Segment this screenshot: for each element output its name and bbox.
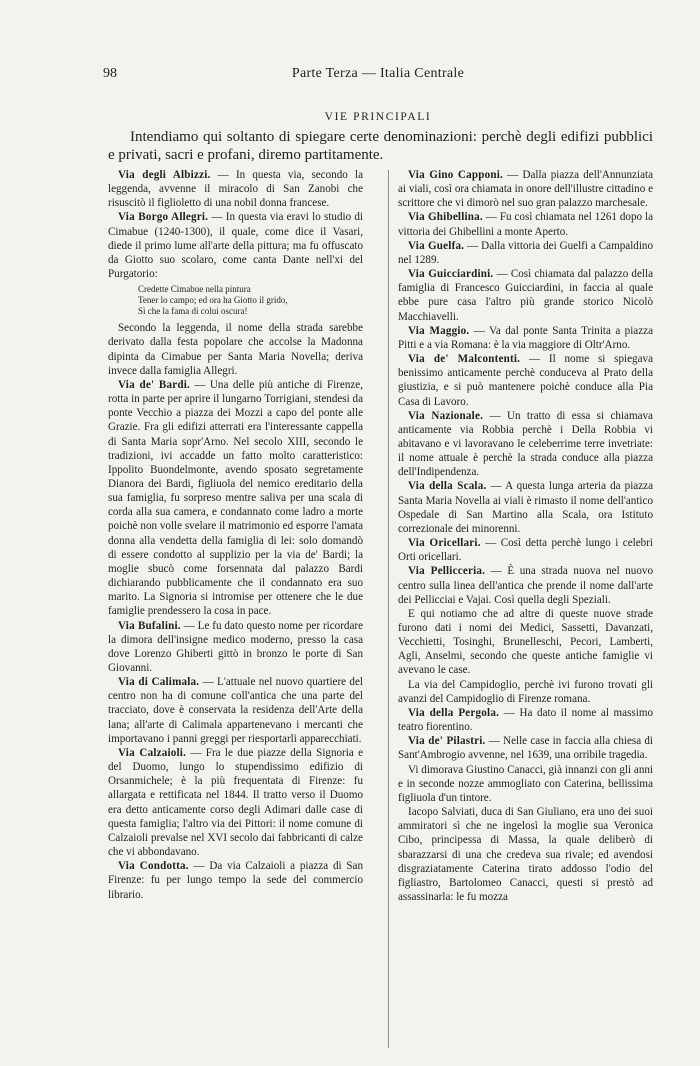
section-title: VIE PRINCIPALI: [324, 111, 432, 123]
entry-paragraph: [398, 168, 653, 210]
column-divider: [388, 170, 389, 1048]
entry-paragraph: [398, 805, 653, 904]
street-name: Via Gino Capponi.: [408, 169, 503, 181]
entry-paragraph: [398, 267, 653, 324]
entry-text: — Le fu dato questo nome per ricordare la dimora dell'insigne medico moderno, presso la casa dove Lorenzo Ghiberti gittò in bronzo le porte di San Giovanni.: [108, 619, 363, 674]
entry-text: — Dalla piazza dell'Annunziata ai viali, così ora chiamata in onore dell'illustre cittadino e scrittore che vi dimorò nel suo gran palazzo marchesale.: [398, 169, 653, 210]
verse-line: Credette Cimabue nella pintura: [138, 284, 251, 295]
street-name: Via Pellicceria.: [408, 565, 486, 578]
entry-paragraph: [398, 734, 653, 762]
entry-paragraph: [108, 210, 363, 281]
entry-paragraph: [398, 678, 653, 706]
entry-paragraph: [398, 239, 653, 267]
right-column: [398, 168, 653, 904]
entry-text: — Una delle più antiche di Firenze, rotta in parte per aprire il lungarno Torrigiani, stendesi da ponte Vecchio a piazza dei Mozzi a capo del ponte alle Grazie. Fra gli edifizi atterrati era l'interessante cappella di Santa Maria sopr'Arno. Nel secolo XIII, secondo le tradizioni, ivi accadde un fatto molto caratteristico: Ippolito Buondelmonte, avendo sposato segretamente Dianora dei Bardi, figliuola del nemico ereditario della sua famiglia, fu sorpreso mentre saliva per una scala di corda alla sua camera, e condannato come ladro a morte poichè non volle svelare il matrimonio ed esporre l'amata donna alla vendetta della famiglia di lei: solo domandò di essere condotto al supplizio per la via de' Bardi; la moglie sbucò come forsennata dal palazzo Bardi dichiarando pubblicamente che il condannato era suo marito. La Signoria si intromise per ottenere che le due famiglie prendessero la cosa in pace.: [108, 378, 363, 618]
entry-text: — Fu così chiamata nel 1261 dopo la vittoria dei Ghibellini a monte Aperto.: [398, 211, 653, 238]
entry-paragraph: [108, 168, 363, 210]
street-name: Via degli Albizzi.: [118, 169, 211, 181]
entry-text: — Dalla vittoria dei Guelfi a Campaldino nel 1289.: [398, 239, 653, 266]
street-name: Via Borgo Allegri.: [118, 211, 209, 224]
street-name: Via Maggio.: [408, 324, 470, 337]
page-header: [103, 66, 653, 86]
verse-line: Sì che la fama di colui oscura!: [138, 306, 248, 317]
entry-text: — Ha dato il nome al massimo teatro fiorentino.: [398, 706, 653, 734]
entry-paragraph: [398, 352, 653, 409]
intro-paragraph: Intendiamo qui soltanto di spiegare certe denominazioni: perchè degli edifizi pubblici e privati, sacri e profani, diremo partitamente.: [108, 129, 653, 163]
entry-text: Secondo la leggenda, il nome della strada sarebbe derivato dalla festa popolare che accolse la Madonna dipinta da Cimabue per Santa Maria Novella; deriva invece dalla famiglia Allegri.: [108, 322, 363, 377]
verse-quote: [138, 284, 363, 317]
left-column: [108, 168, 363, 902]
entry-text: — In questa via eravi lo studio di Cimabue (1240-1300), il quale, come dice il Vasari, diede il primo lume all'arte della pittura; ma fu offuscato da Giotto suo scolaro, come canta Dante nell'xi del Purgatorio:: [108, 211, 364, 281]
street-name: Via Guicciardini.: [408, 268, 494, 281]
entry-paragraph: [398, 763, 653, 805]
entry-text: La via del Campidoglio, perchè ivi furono trovati gli avanzi del Campidoglio di Firenze romana.: [398, 678, 653, 705]
entry-text: — Fra le due piazze della Signoria e del Duomo, lungo lo stupendissimo edifizio di Orsanmichele; è la più frequentata di Firenze: fu allargata e rettificata nel 1844. Il tratto verso il Duomo era detto anticamente corso degli Adimari dalle case di questa famiglia; l'altro via dei Pittori: il nome comune di Calzaioli prevalse nel XVI secolo dai fabbricanti di calze che vi abbondavano.: [108, 746, 363, 859]
entry-text: Vi dimorava Giustino Canacci, già innanzi con gli anni e in seconde nozze ammogliato con Caterina, bellissima figliuola d'un tintore.: [398, 763, 653, 804]
entry-text: — Nelle case in faccia alla chiesa di Sant'Ambrogio avvenne, nel 1639, una orribile tragedia.: [398, 735, 653, 762]
entry-paragraph: [398, 409, 653, 480]
street-name: Via di Calimala.: [118, 676, 200, 689]
entry-text: — Il nome si spiegava benissimo anticamente perchè conduceva al Prato della giustizia, e si può mantenere poichè conduce alla Pia Casa di Lavoro.: [398, 353, 653, 408]
entry-paragraph: [398, 324, 653, 352]
entry-paragraph: [108, 746, 363, 859]
street-name: Via Calzaioli.: [118, 746, 187, 759]
entry-text: — L'attuale nel nuovo quartiere del centro non ha di comune coll'antica che una parte del tracciato, dove è conservata la residenza dell'Arte della lana; all'arte di Calimala appartenevano i mercanti che importavano i panni greggi per riesportarli apparecchiati.: [108, 676, 363, 745]
street-name: Via de' Bardi.: [118, 378, 190, 391]
entry-paragraph: [398, 536, 653, 564]
entry-paragraph: [398, 706, 653, 734]
entry-text: — Un tratto di essa si chiamava anticamente via Robbia perchè i Della Robbia vi abitavano e vi lavoravano le celeberrime terre invetriate: il nome attuale è perchè la strada conduce alla piazza dell'Indipendenza.: [398, 409, 653, 479]
street-name: Via Bufalini.: [118, 619, 181, 632]
entry-paragraph: [398, 479, 653, 536]
street-name: Via Nazionale.: [408, 409, 484, 422]
street-name: Via Oricellari.: [408, 537, 481, 550]
entry-text: — Così detta perchè lungo i celebri Orti oricellari.: [398, 537, 653, 564]
entry-text: — In questa via, secondo la leggenda, avvenne il miracolo di San Zanobi che risuscitò il figlioletto di una nobil donna francese.: [108, 169, 363, 210]
entry-text: — A questa lunga arteria da piazza Santa Maria Novella ai viali è rimasto il nome dell'antico Ospedale di San Martino alla Scala, ora Istituto correzionale dei minorenni.: [398, 480, 654, 535]
entry-text: — Da via Calzaioli a piazza di San Firenze: fu per lungo tempo la sede del commercio librario.: [108, 860, 363, 901]
street-name: Via della Scala.: [408, 480, 487, 493]
running-head: Parte Terza — Italia Centrale: [291, 66, 465, 81]
street-name: Via Ghibellina.: [408, 211, 483, 224]
entry-paragraph: [108, 619, 363, 676]
entry-paragraph: [398, 210, 653, 238]
street-name: Via Condotta.: [118, 860, 189, 873]
entry-text: E qui notiamo che ad altre di queste nuove strade furono dati i nomi dei Medici, Sassetti, Davanzati, Vecchietti, Tosinghi, Brunelleschi, Pecori, Lamberti, Agli, Anselmi, secondo che queste antiche famiglie vi avevano le case.: [398, 607, 653, 677]
verse-line: Tener lo campo; ed ora ha Giotto il grido,: [138, 295, 288, 306]
entry-paragraph: [108, 675, 363, 746]
entry-paragraph: [108, 321, 363, 378]
entry-text: — Così chiamata dal palazzo della famiglia di Francesco Guicciardini, in faccia al quale ebbe pure casa l'altro più grande storico Nicolò Macchiavelli.: [398, 268, 653, 323]
street-name: Via de' Pilastri.: [408, 735, 486, 748]
street-name: Via de' Malcontenti.: [408, 353, 521, 366]
entry-paragraph: [108, 859, 363, 901]
entry-paragraph: [108, 378, 363, 619]
entry-paragraph: [398, 564, 653, 606]
street-name: Via della Pergola.: [408, 706, 500, 719]
page-number: 98: [103, 66, 117, 81]
entry-text: — È una strada nuova nel nuovo centro sulla linea dell'antica che prende il nome dall'arte dei Pellicciai e Vajai. Così quella degli Speziali.: [398, 565, 653, 606]
entry-paragraph: [398, 607, 653, 678]
entry-text: — Va dal ponte Santa Trinita a piazza Pitti e a via Romana: è la via maggiore di Oltr'Arno.: [398, 324, 654, 351]
entry-text: Iacopo Salviati, duca di San Giuliano, era uno dei suoi ammiratori sì che ne ingelosì la moglie sua Veronica Cibo, principessa di Massa, la quale deliberò di sbarazzarsi di una che credeva sua rivale; ed avendosi disgraziatamente Caterina tirato addosso l'odio del figliastro, Bartolomeo Canacci, questi si prestò ad assassinarla: le fu mozza: [398, 806, 653, 903]
street-name: Via Guelfa.: [408, 239, 465, 252]
